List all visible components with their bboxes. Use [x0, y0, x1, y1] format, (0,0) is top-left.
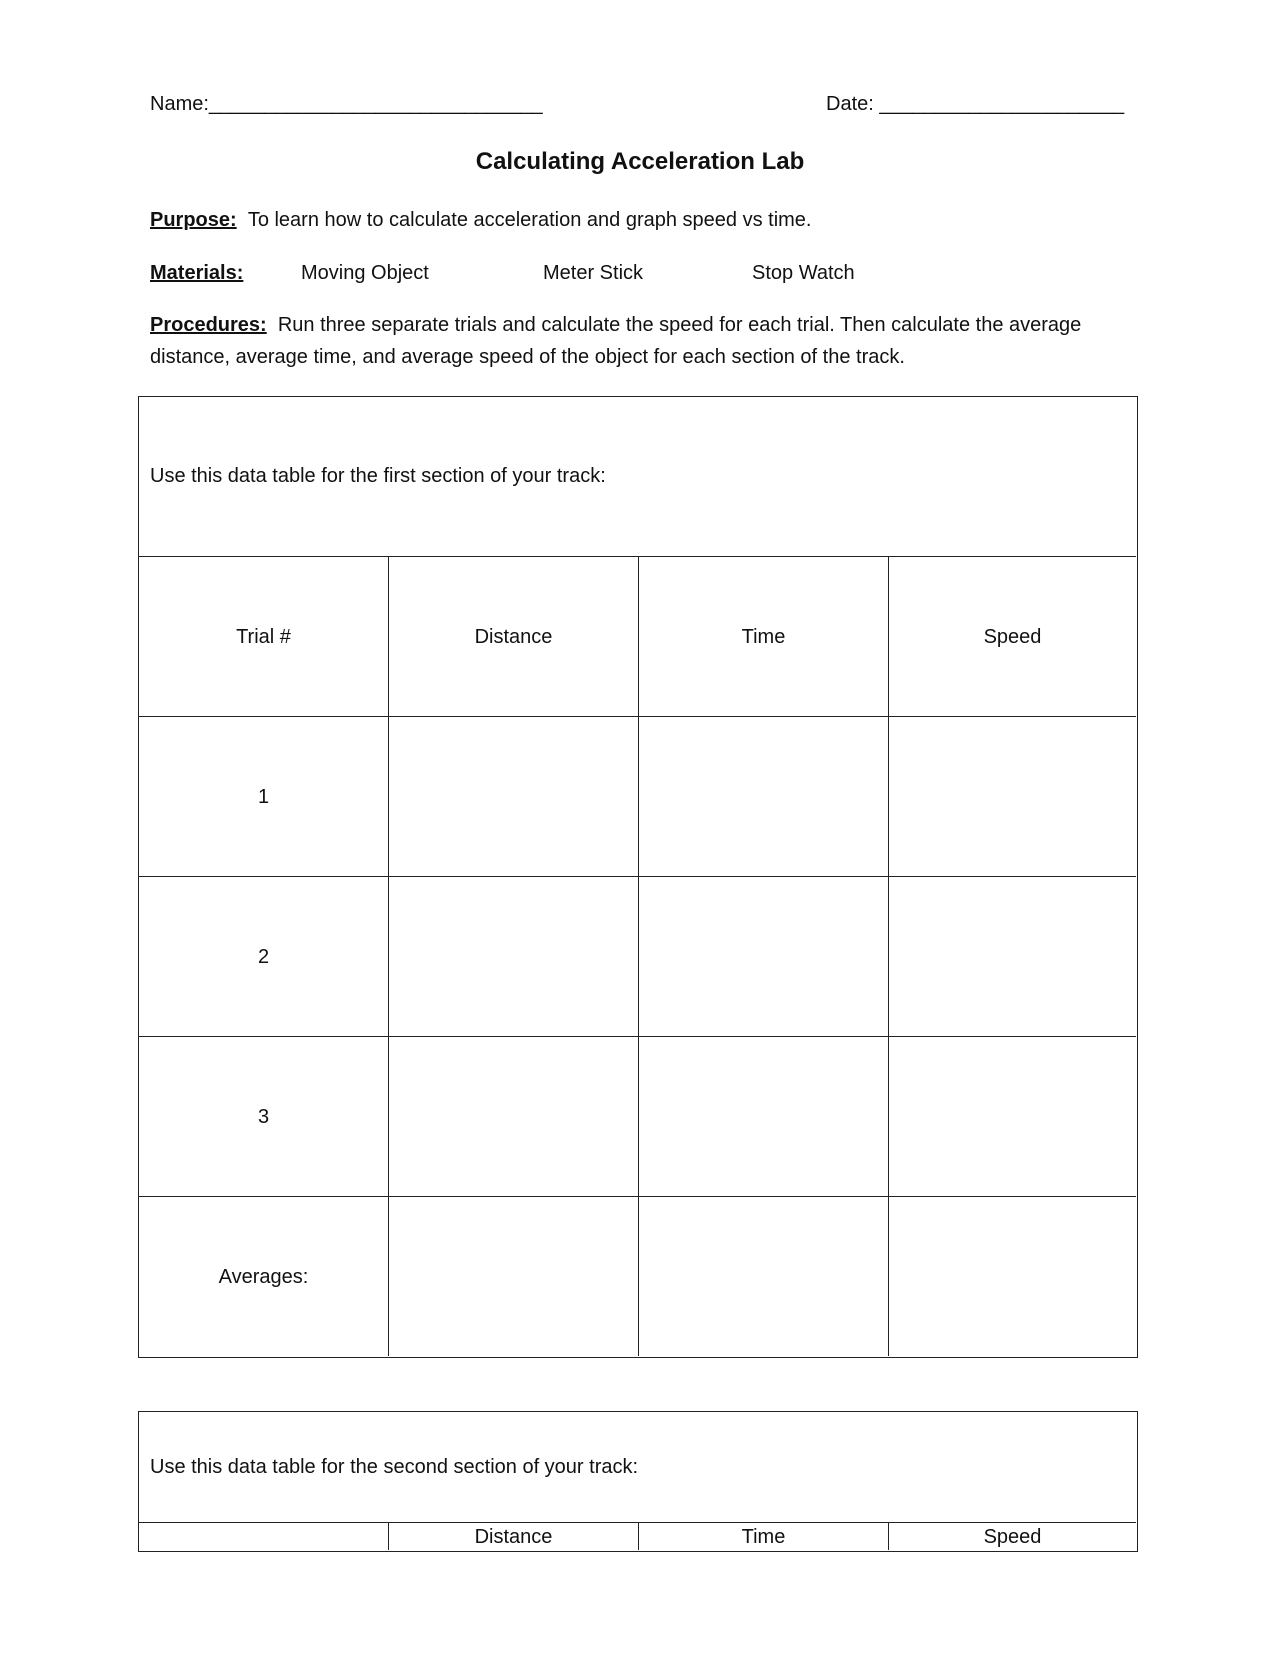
time-input-cell[interactable]: [639, 877, 889, 1037]
distance-input-cell[interactable]: [389, 877, 639, 1037]
purpose-label: Purpose:: [150, 209, 237, 231]
purpose-line: [150, 208, 811, 232]
name-field[interactable]: [150, 92, 543, 116]
materials-label-wrap: [150, 261, 243, 285]
time-input-cell[interactable]: [639, 1037, 889, 1197]
speed-input-cell[interactable]: [889, 1037, 1136, 1197]
header-cell-trial: Trial #: [139, 557, 389, 717]
header-cell-speed: Speed: [889, 557, 1136, 717]
distance-average-cell[interactable]: [389, 1197, 639, 1356]
speed-input-cell[interactable]: [889, 717, 1136, 877]
trial-number-cell: 2: [139, 877, 389, 1037]
date-line: ______________________: [879, 93, 1125, 115]
table-caption: Use this data table for the second section of your track:: [139, 1412, 1136, 1523]
header-cell-blank: [139, 1523, 389, 1550]
material-item: Moving Object: [301, 262, 429, 284]
material-item: Stop Watch: [752, 262, 855, 284]
procedures-text: Run three separate trials and calculate the speed for each trial. Then calculate the average distance, average time, and average speed of the object for each section of the track.: [150, 314, 1082, 368]
name-label: Name:: [150, 93, 209, 115]
trial-number-cell: 3: [139, 1037, 389, 1197]
time-input-cell[interactable]: [639, 717, 889, 877]
header-cell-time: Time: [639, 1523, 889, 1550]
data-table-second-section: [138, 1411, 1138, 1552]
table-caption: Use this data table for the first section of your track:: [139, 397, 1136, 557]
header-cell-distance: Distance: [389, 1523, 639, 1550]
name-line: ______________________________: [208, 93, 543, 115]
date-field[interactable]: [826, 92, 1124, 116]
header-cell-distance: Distance: [389, 557, 639, 717]
date-label: Date:: [826, 93, 874, 115]
materials-label: Materials:: [150, 262, 244, 284]
header-cell-time: Time: [639, 557, 889, 717]
page-title: Calculating Acceleration Lab: [475, 148, 805, 175]
speed-input-cell[interactable]: [889, 877, 1136, 1037]
purpose-text: To learn how to calculate acceleration and graph speed vs time.: [247, 209, 812, 231]
header-cell-speed: Speed: [983, 1525, 1042, 1548]
averages-label-cell: Averages:: [139, 1197, 389, 1356]
time-average-cell[interactable]: [639, 1197, 889, 1356]
speed-average-cell[interactable]: [889, 1197, 1136, 1356]
material-item: Meter Stick: [543, 262, 644, 284]
trial-number-cell: 1: [139, 717, 389, 877]
distance-input-cell[interactable]: [389, 717, 639, 877]
procedures-label: Procedures:: [150, 314, 267, 336]
procedures-paragraph: [150, 309, 1130, 373]
distance-input-cell[interactable]: [389, 1037, 639, 1197]
data-table-first-section: [138, 396, 1138, 1358]
